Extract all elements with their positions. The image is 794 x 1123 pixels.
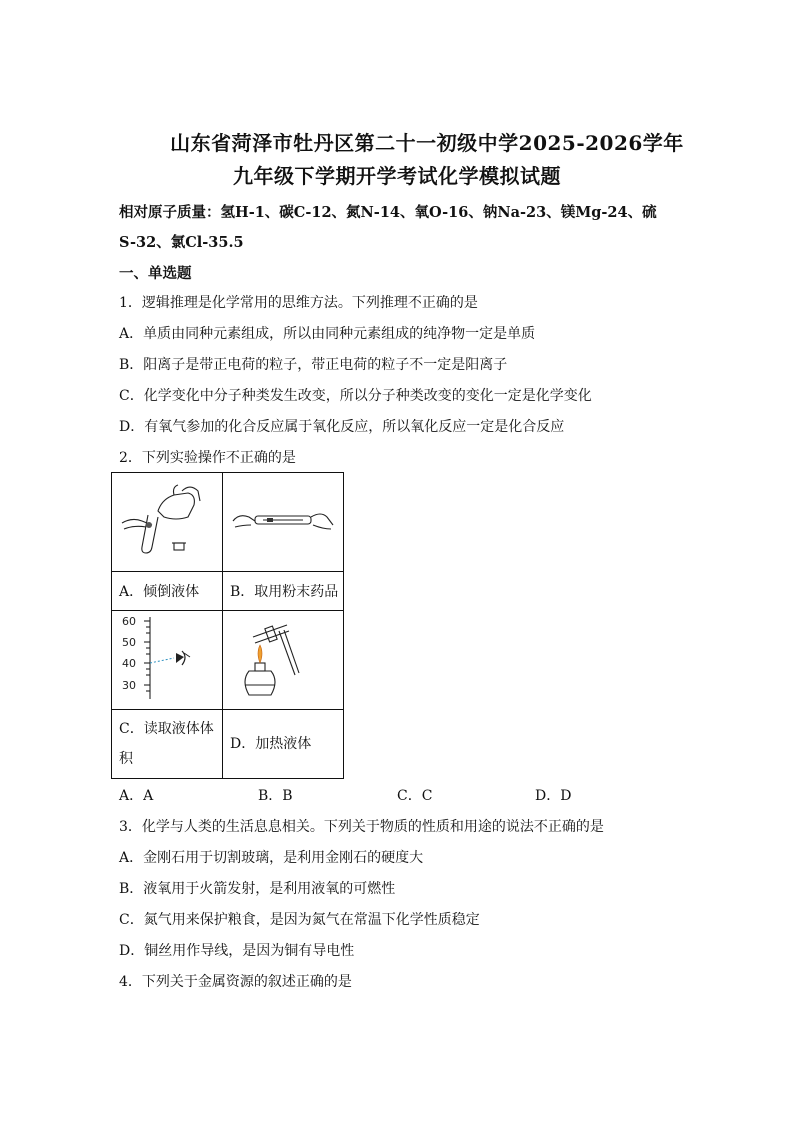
powder-sampling-illustration: [223, 473, 343, 567]
q3-stem: 3．化学与人类的生活息息相关。下列关于物质的性质和用途的说法不正确的是: [119, 819, 604, 835]
q3-option-a: A．金刚石用于切割玻璃，是利用金刚石的硬度大: [119, 850, 424, 866]
eye-icon: [176, 651, 190, 665]
title-line-1: 山东省菏泽市牡丹区第二十一初级中学2025-2026学年: [170, 131, 684, 155]
q1-option-c: C．化学变化中分子种类发生改变，所以分子种类改变的变化一定是化学变化: [119, 388, 592, 404]
label-a: A．倾倒液体: [112, 572, 223, 611]
pouring-liquid-illustration: [112, 473, 222, 567]
tick-30: 30: [122, 679, 136, 692]
label-b: B．取用粉末药品: [223, 572, 344, 611]
heat-liquid-figure: [223, 611, 344, 710]
atomic-mass-line-1: 相对原子质量：氢H-1、碳C-12、氮N-14、氧O-16、钠Na-23、镁Mg-24、硫: [119, 204, 657, 221]
pour-liquid-figure: [112, 473, 223, 572]
section-heading: 一、单选题: [119, 265, 192, 282]
q2-opt-b: B．B: [258, 788, 293, 804]
title-line-2: 九年级下学期开学考试化学模拟试题: [233, 164, 561, 188]
label-c: [112, 710, 223, 779]
q2-opt-d: D．D: [535, 788, 572, 804]
heating-liquid-illustration: [223, 611, 343, 705]
q2-stem: 2．下列实验操作不正确的是: [119, 450, 296, 466]
tick-50: 50: [122, 636, 136, 649]
q1-option-b: B．阳离子是带正电荷的粒子，带正电荷的粒子不一定是阳离子: [119, 357, 508, 373]
graduated-cylinder-illustration: [112, 611, 222, 705]
read-volume-figure: [112, 611, 223, 710]
q1-option-a: A．单质由同种元素组成，所以由同种元素组成的纯净物一定是单质: [119, 326, 536, 342]
label-d: D．加热液体: [223, 710, 344, 779]
tick-40: 40: [122, 657, 136, 670]
q3-option-c: C．氮气用来保护粮食，是因为氮气在常温下化学性质稳定: [119, 912, 480, 928]
powder-sampling-figure: [223, 473, 344, 572]
q2-opt-a: A．A: [119, 788, 154, 804]
q2-opt-c: C．C: [397, 788, 433, 804]
label-c-text: C．读取液体体积: [119, 721, 214, 767]
q1-option-d: D．有氧气参加的化合反应属于氧化反应，所以氧化反应一定是化合反应: [119, 419, 565, 435]
q2-experiment-table: [111, 472, 344, 779]
q3-option-d: D．铜丝用作导线，是因为铜有导电性: [119, 943, 355, 959]
q1-stem: 1．逻辑推理是化学常用的思维方法。下列推理不正确的是: [119, 295, 478, 311]
q4-stem: 4．下列关于金属资源的叙述正确的是: [119, 974, 352, 990]
q3-option-b: B．液氧用于火箭发射，是利用液氧的可燃性: [119, 881, 396, 897]
atomic-mass-line-2: S-32、氯Cl-35.5: [119, 234, 244, 251]
tick-60: 60: [122, 615, 136, 628]
